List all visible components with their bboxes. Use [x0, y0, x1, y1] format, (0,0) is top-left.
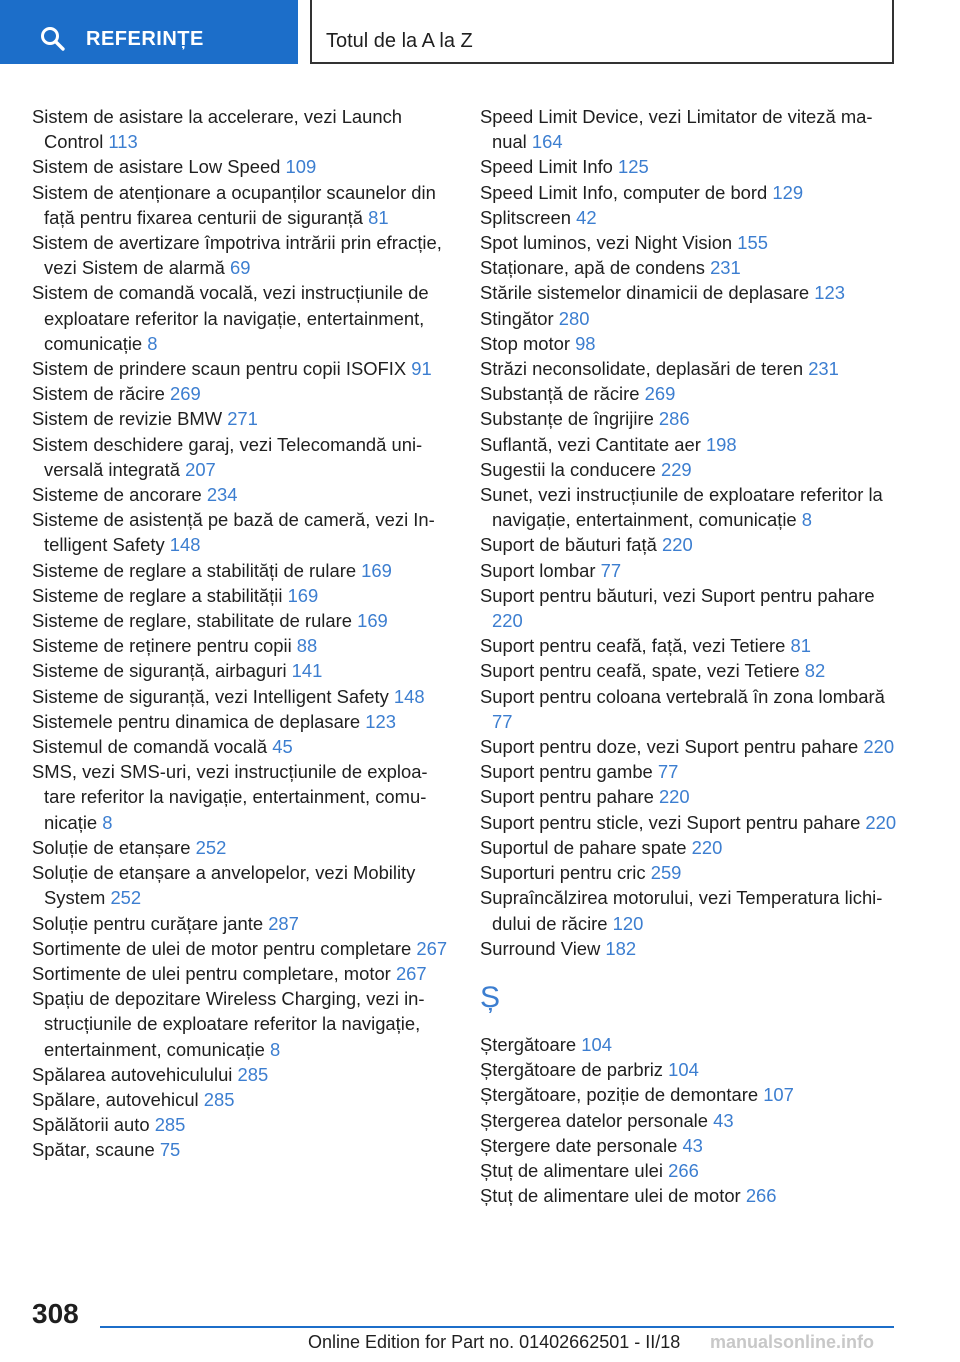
index-entry: [32, 558, 452, 583]
index-entry-page-link[interactable]: 43: [713, 1109, 734, 1131]
index-entry: [480, 1032, 900, 1057]
index-entry: [32, 1087, 452, 1112]
index-entry-term: Stingător: [480, 307, 554, 329]
index-entry-page-link[interactable]: 8: [269, 1038, 281, 1060]
index-entry: [480, 936, 900, 961]
index-entry-term: Speed Limit Info, computer de bord: [480, 181, 768, 203]
index-entry: [32, 104, 452, 154]
index-entry: [32, 154, 452, 179]
index-entry: [480, 1108, 900, 1133]
index-entry-page-link[interactable]: 155: [737, 232, 768, 254]
index-entry: [32, 381, 452, 406]
index-entry: [480, 1133, 900, 1158]
index-entry: [480, 658, 900, 683]
index-entry: [32, 835, 452, 860]
index-entry: [32, 709, 452, 734]
index-entry-term: Spălarea autovehiculului: [32, 1063, 233, 1085]
index-entry-page-link[interactable]: 45: [272, 736, 293, 758]
index-entry: [480, 1057, 900, 1082]
page-number: 308: [32, 1298, 79, 1329]
index-entry: [480, 1082, 900, 1107]
index-entry-term: Suport pentru doze, vezi Suport pentru pahare: [480, 736, 859, 758]
index-entry-term: Sistem de avertizare împotriva intrării prin efracție, vezi Sistem de alarmă: [32, 232, 442, 279]
index-entry-term: Sisteme de reglare a stabilități de rulare: [32, 559, 357, 581]
index-entry: [480, 1158, 900, 1183]
references-tab-label: REFERINȚE: [86, 28, 204, 50]
index-entry-term: Sisteme de siguranță, vezi Intelligent Safety: [32, 685, 389, 707]
index-entry: [480, 331, 900, 356]
index-entry: [480, 810, 900, 835]
index-entry-term: Sortimente de ulei pentru completare, motor: [32, 962, 391, 984]
index-entry: [32, 911, 452, 936]
index-entry-term: Suflantă, vezi Cantitate aer: [480, 433, 701, 455]
index-entry: [480, 734, 900, 759]
index-entry-page-link[interactable]: 280: [558, 307, 590, 329]
index-entry: [480, 835, 900, 860]
index-entry-term: Sistem de prindere scaun pentru copii ISOFIX: [32, 358, 407, 380]
index-entry-page-link[interactable]: 266: [668, 1159, 699, 1181]
index-entry: [480, 280, 900, 305]
index-entry-term: Sunet, vezi instrucțiunile de exploatare referitor la navigație, entertainment, comunicație: [480, 484, 883, 531]
index-entry-term: Sisteme de reținere pentru copii: [32, 635, 292, 657]
index-entry-term: Ștuț de alimentare ulei de motor: [480, 1185, 741, 1207]
index-entry-term: Sisteme de reglare, stabilitate de rulare: [32, 610, 352, 632]
index-entry-page-link[interactable]: 220: [863, 736, 895, 758]
index-entry-term: Splitscreen: [480, 206, 571, 228]
index-column-left: [32, 104, 452, 1163]
index-entry-page-link[interactable]: 182: [605, 937, 637, 959]
index-entry-term: Soluție de etanșare a anvelopelor, vezi Mobility System: [32, 862, 416, 909]
index-group-s-comma: [480, 1032, 900, 1208]
index-group-s: [480, 104, 900, 961]
index-entry: [480, 356, 900, 381]
index-entry-term: Sistemul de comandă vocală: [32, 736, 268, 758]
index-entry-term: Soluție de etanșare: [32, 836, 191, 858]
index-entry-term: Suport lombar: [480, 559, 596, 581]
index-entry-term: Surround View: [480, 937, 601, 959]
index-entry: [480, 633, 900, 658]
index-entry-page-link[interactable]: 164: [531, 131, 563, 153]
index-entry-term: Sugestii la conducere: [480, 458, 656, 480]
index-entry-term: Ștergătoare, poziție de demontare: [480, 1084, 759, 1106]
index-entry-page-link[interactable]: 229: [660, 458, 692, 480]
az-tab[interactable]: [312, 0, 894, 64]
index-entry-term: Substanțe de îngrijire: [480, 408, 654, 430]
index-entry-page-link[interactable]: 148: [393, 685, 425, 707]
index-entry-page-link[interactable]: 220: [662, 534, 693, 556]
index-entry: [480, 532, 900, 557]
index-entry-term: Suport pentru ceafă, față, vezi Tetiere: [480, 635, 786, 657]
index-entry-term: Sistemele pentru dinamica de deplasare: [32, 710, 361, 732]
index-entry: [480, 104, 900, 154]
index-entry-term: Sisteme de ancorare: [32, 484, 202, 506]
index-entry-page-link[interactable]: 113: [108, 131, 138, 153]
index-entry-page-link[interactable]: 231: [808, 358, 839, 380]
index-entry-page-link[interactable]: 266: [745, 1185, 777, 1207]
index-entry-page-link[interactable]: 252: [195, 836, 227, 858]
index-entry-term: Supraîncălzirea motorului, vezi Temperatura lichidului de răcire: [480, 887, 883, 934]
index-entry-page-link[interactable]: 123: [365, 710, 396, 732]
index-entry-term: SMS, vezi SMS-uri, vezi instrucțiunile de exploatare referitor la navigație, entertainment, comunicație: [32, 761, 428, 833]
index-entry-term: Sistem de asistare la accelerare, vezi Launch Control: [32, 106, 403, 153]
index-entry-page-link[interactable]: 107: [763, 1084, 794, 1106]
index-entry: [32, 608, 452, 633]
index-entry-page-link[interactable]: 129: [772, 181, 804, 203]
index-entry-page-link[interactable]: 123: [814, 282, 845, 304]
index-entry-page-link[interactable]: 286: [658, 408, 690, 430]
index-entry-page-link[interactable]: 8: [147, 332, 158, 354]
index-entry: [480, 205, 900, 230]
index-entry: [480, 154, 900, 179]
index-entry-term: Spătar, scaune: [32, 1139, 155, 1161]
index-entry-term: Suportul de pahare spate: [480, 836, 687, 858]
index-entry-page-link[interactable]: 271: [227, 408, 258, 430]
index-entry: [32, 986, 452, 1062]
index-entry: [480, 306, 900, 331]
search-icon: [40, 26, 66, 52]
index-entry-term: Spot luminos, vezi Night Vision: [480, 232, 733, 254]
watermark: manualsonline.info: [710, 1332, 875, 1352]
index-entry-page-link[interactable]: 8: [102, 811, 113, 833]
index-entry-page-link[interactable]: 81: [368, 206, 389, 228]
references-tab[interactable]: [0, 0, 298, 64]
index-entry-term: Suport pentru pahare: [480, 786, 654, 808]
index-entry-term: Ștergătoare: [480, 1033, 577, 1055]
index-entry-page-link[interactable]: 98: [575, 332, 596, 354]
index-entry-page-link[interactable]: 81: [790, 635, 811, 657]
index-column-right: [480, 104, 900, 1208]
index-entry: [32, 583, 452, 608]
index-entry-term: Sistem de comandă vocală, vezi instrucțiunile de exploatare referitor la navigație, entertainment, comunicație: [32, 282, 429, 354]
index-entry: [480, 860, 900, 885]
index-entry-page-link[interactable]: 75: [159, 1139, 181, 1161]
index-entry: [32, 684, 452, 709]
index-entry-term: Suport pentru coloana vertebrală în zona lombară: [480, 685, 885, 707]
index-entry-page-link[interactable]: 8: [801, 509, 812, 531]
index-entry: [32, 507, 452, 557]
index-entry-term: Suport pentru ceafă, spate, vezi Tetiere: [480, 660, 800, 682]
index-entry-page-link[interactable]: 287: [268, 912, 299, 934]
section-letter: Ș: [480, 980, 501, 1014]
index-entry: [480, 432, 900, 457]
index-entry-page-link[interactable]: 43: [682, 1134, 703, 1156]
index-entry-term: Sistem de asistare Low Speed: [32, 156, 281, 178]
index-entry-page-link[interactable]: 220: [865, 811, 897, 833]
index-entry: [32, 180, 452, 230]
index-entry: [480, 583, 900, 633]
index-entry-page-link[interactable]: 109: [285, 156, 317, 178]
index-entry: [32, 734, 452, 759]
index-entry-term: Sistem de răcire: [32, 383, 165, 405]
index-entry-term: Speed Limit Device, vezi Limitator de viteză manual: [480, 106, 873, 153]
index-entry-term: Sortimente de ulei de motor pentru completare: [32, 937, 412, 959]
index-entry: [32, 936, 452, 961]
index-entry-page-link[interactable]: 42: [576, 206, 597, 228]
index-entry-term: Stop motor: [480, 332, 570, 354]
index-entry: [32, 432, 452, 482]
index-entry-page-link[interactable]: 220: [658, 786, 690, 808]
index-entry: [32, 406, 452, 431]
index-entry-page-link[interactable]: 77: [600, 559, 622, 581]
index-entry: [32, 280, 452, 356]
index-entry: [480, 885, 900, 935]
index-entry: [32, 1062, 452, 1087]
index-entry-term: Ștergătoare de parbriz: [480, 1059, 663, 1081]
edition-text: Online Edition for Part no. 01402662501 - II/18: [308, 1332, 681, 1352]
index-entry: [480, 457, 900, 482]
index-entry-page-link[interactable]: 77: [657, 761, 679, 783]
index-entry: [32, 759, 452, 835]
index-entry-term: Ștergerea datelor personale: [480, 1109, 708, 1131]
index-entry-page-link[interactable]: 169: [361, 559, 392, 581]
index-entry-page-link[interactable]: 198: [705, 433, 737, 455]
index-entry-term: Suporturi pentru cric: [480, 862, 646, 884]
index-entry-page-link[interactable]: 220: [691, 836, 723, 858]
index-entry-page-link[interactable]: 285: [237, 1063, 269, 1085]
index-entry: [480, 684, 900, 734]
index-entry-page-link[interactable]: 269: [170, 383, 201, 405]
index-entry-page-link[interactable]: 259: [650, 862, 682, 884]
index-entry: [480, 759, 900, 784]
index-entry-term: Sisteme de asistență pe bază de cameră, vezi Intelligent Safety: [32, 509, 435, 556]
index-entry-term: Spălare, autovehicul: [32, 1088, 199, 1110]
index-entry: [480, 558, 900, 583]
index-entry-term: Stările sistemelor dinamicii de deplasare: [480, 282, 810, 304]
index-entry-page-link[interactable]: 82: [804, 660, 826, 682]
index-entry: [480, 381, 900, 406]
index-entry-page-link[interactable]: 169: [287, 584, 319, 606]
index-entry-page-link[interactable]: 285: [203, 1088, 235, 1110]
index-entry-term: Staționare, apă de condens: [480, 257, 705, 279]
footer-rule: [100, 1326, 894, 1328]
index-entry-term: Speed Limit Info: [480, 156, 613, 178]
index-entry-page-link[interactable]: 69: [230, 257, 251, 279]
index-entry-page-link[interactable]: 120: [612, 912, 644, 934]
index-entry-page-link[interactable]: 267: [395, 962, 427, 984]
index-entry-term: Substanță de răcire: [480, 383, 640, 405]
index-entry-page-link[interactable]: 104: [668, 1059, 699, 1081]
index-entry-term: Soluție pentru curățare jante: [32, 912, 264, 934]
index-entry-page-link[interactable]: 148: [169, 534, 201, 556]
index-entry: [480, 482, 900, 532]
index-entry-term: Ștergere date personale: [480, 1134, 678, 1156]
index-entry: [32, 1137, 452, 1162]
index-entry-term: Sistem deschidere garaj, vezi Telecomandă universală integrată: [32, 433, 423, 480]
index-entry: [32, 658, 452, 683]
index-entry: [480, 1183, 900, 1208]
index-entry: [480, 180, 900, 205]
index-entry: [32, 482, 452, 507]
index-entry: [480, 784, 900, 809]
index-entry-term: Sistem de revizie BMW: [32, 408, 223, 430]
index-entry-page-link[interactable]: 169: [357, 610, 388, 632]
index-entry-page-link[interactable]: 220: [492, 610, 523, 632]
index-entry-term: Spălătorii auto: [32, 1114, 150, 1136]
index-entry-page-link[interactable]: 104: [581, 1033, 612, 1055]
index-entry-term: Suport pentru gambe: [480, 761, 653, 783]
index-entry: [32, 961, 452, 986]
index-entry: [32, 633, 452, 658]
index-entry-term: Străzi neconsolidate, deplasări de teren: [480, 358, 804, 380]
index-entry-page-link[interactable]: 141: [291, 660, 323, 682]
index-entry-page-link[interactable]: 234: [206, 484, 238, 506]
index-entry-term: Sistem de atenționare a ocupanților scaunelor din față pentru fixarea centurii de siguranță: [32, 181, 436, 228]
index-entry-term: Sisteme de siguranță, airbaguri: [32, 660, 287, 682]
index-entry-page-link[interactable]: 88: [296, 635, 318, 657]
index-entry-term: Ștuț de alimentare ulei: [480, 1159, 663, 1181]
index-entry: [32, 356, 452, 381]
index-entry: [480, 230, 900, 255]
index-entry-term: Suport pentru sticle, vezi Suport pentru pahare: [480, 811, 861, 833]
index-entry-term: Sisteme de reglare a stabilității: [32, 584, 283, 606]
index-entry-page-link[interactable]: 269: [644, 383, 676, 405]
index-entry-page-link[interactable]: 207: [185, 458, 216, 480]
index-entry-page-link[interactable]: 231: [710, 257, 741, 279]
index-entry-page-link[interactable]: 91: [411, 358, 432, 380]
index-entry: [480, 406, 900, 431]
index-entry: [32, 1112, 452, 1137]
index-entry-page-link[interactable]: 285: [154, 1114, 186, 1136]
az-tab-label: Totul de la A la Z: [326, 30, 473, 52]
index-entry-page-link[interactable]: 252: [110, 887, 142, 909]
index-entry: [32, 230, 452, 280]
index-entry-page-link[interactable]: 77: [492, 710, 513, 732]
index-entry-term: Suport de băuturi față: [480, 534, 657, 556]
index-entry: [480, 255, 900, 280]
index-entry-term: Spațiu de depozitare Wireless Charging, vezi instrucțiunile de exploatare referitor la navigație, entertainment, comunicație: [32, 988, 425, 1060]
index-entry-page-link[interactable]: 125: [618, 156, 649, 178]
index-entry: [32, 860, 452, 910]
index-entry-term: Suport pentru băuturi, vezi Suport pentru pahare: [480, 584, 875, 606]
index-entry-page-link[interactable]: 267: [416, 937, 448, 959]
